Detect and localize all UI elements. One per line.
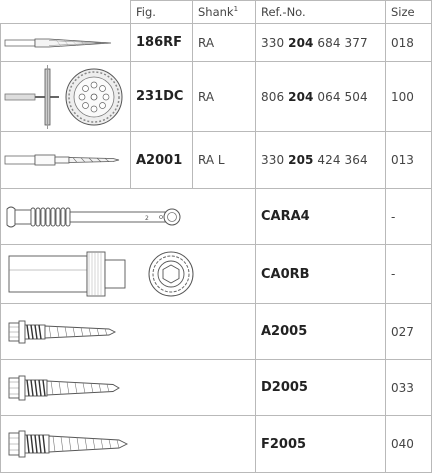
header-shank <box>193 1 256 24</box>
row-fig: 231DC <box>131 62 193 132</box>
screw-icon <box>1 304 256 360</box>
row-fig: 186RF <box>131 24 193 62</box>
row-size: - <box>386 245 432 304</box>
table-header-row <box>1 1 432 24</box>
row-size: 018 <box>386 24 432 62</box>
row-fig: F2005 <box>256 416 386 473</box>
table-row <box>1 245 432 304</box>
ref-prefix: 330 <box>261 35 289 50</box>
ref-suffix: 424 364 <box>313 153 368 167</box>
row-fig: CA0RB <box>256 245 386 304</box>
row-fig: A2001 <box>131 132 193 189</box>
row-size: 033 <box>386 360 432 416</box>
header-ref: Ref.-No. <box>256 1 386 24</box>
table-row <box>1 416 432 473</box>
row-size: 027 <box>386 304 432 360</box>
tapered-bur-icon <box>1 24 131 62</box>
ref-bold: 204 <box>288 35 314 50</box>
header-size: Size <box>386 1 432 24</box>
twist-drill-icon <box>1 132 131 189</box>
table-row <box>1 132 432 189</box>
svg-text:2: 2 <box>145 214 149 222</box>
header-shank-footnote: 1 <box>233 5 239 14</box>
table-row <box>1 189 432 245</box>
row-ref <box>256 132 386 189</box>
ref-suffix: 684 377 <box>313 35 368 50</box>
ref-bold: 205 <box>288 153 314 167</box>
hand-wrench-icon <box>1 189 256 245</box>
table-row <box>1 24 432 62</box>
screw-icon <box>1 360 256 416</box>
row-shank: RA L <box>193 132 256 189</box>
table-row <box>1 62 432 132</box>
header-shank-label: Shank <box>198 5 234 19</box>
row-fig: CARA4 <box>256 189 386 245</box>
header-image-cell <box>1 1 131 24</box>
ref-prefix: 806 <box>261 89 289 104</box>
ref-prefix: 330 <box>261 153 289 167</box>
row-size: 040 <box>386 416 432 473</box>
ref-bold: 204 <box>288 89 314 104</box>
table-row <box>1 360 432 416</box>
row-size: 013 <box>386 132 432 189</box>
header-fig: Fig. <box>131 1 193 24</box>
table-row <box>1 304 432 360</box>
row-size: 100 <box>386 62 432 132</box>
row-fig: A2005 <box>256 304 386 360</box>
diamond-disc-icon <box>1 62 131 132</box>
ref-suffix: 064 504 <box>313 89 368 104</box>
adapter-icon <box>1 245 256 304</box>
row-size: - <box>386 189 432 245</box>
screw-icon <box>1 416 256 473</box>
row-shank: RA <box>193 62 256 132</box>
row-ref <box>256 62 386 132</box>
row-ref <box>256 24 386 62</box>
row-shank: RA <box>193 24 256 62</box>
row-fig: D2005 <box>256 360 386 416</box>
